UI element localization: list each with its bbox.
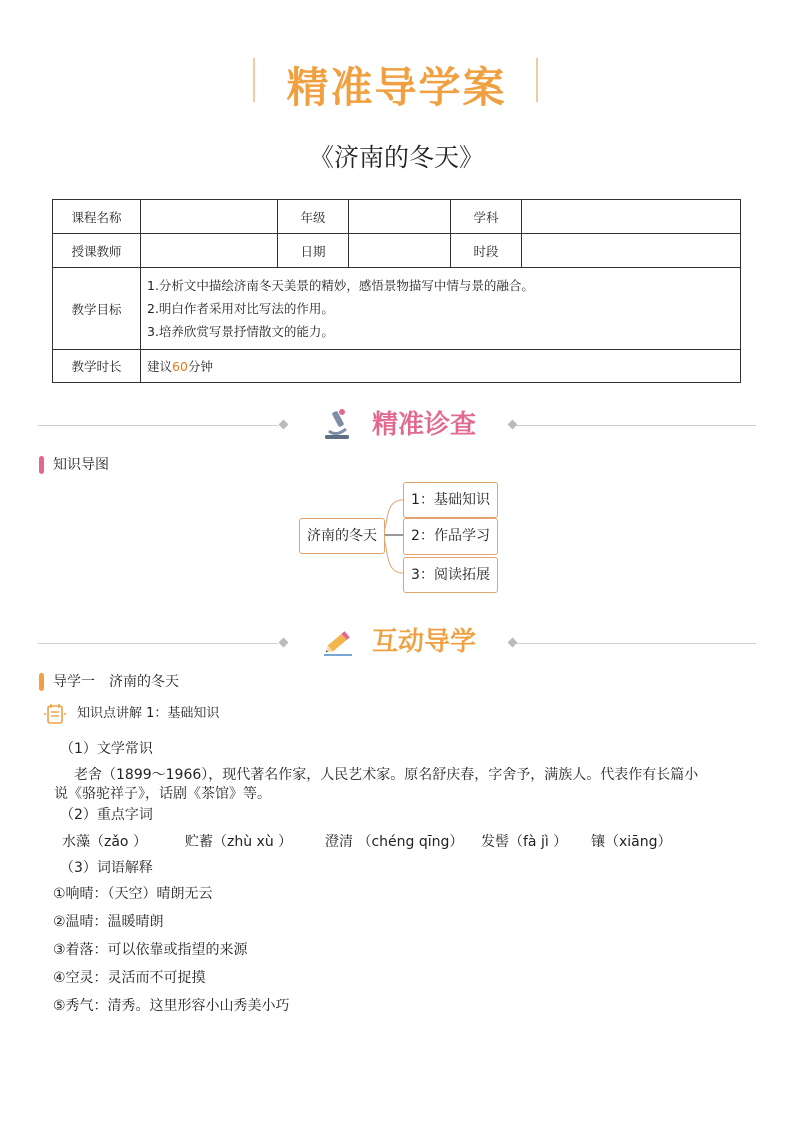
duration-value: 60: [172, 359, 188, 374]
goal-item: 3.培养欣赏写景抒情散文的能力。: [147, 324, 334, 339]
knowledge-point-label: 知识点讲解 1：基础知识: [77, 706, 220, 721]
duration-suffix: 分钟: [187, 359, 213, 374]
goals-label: 教学目标: [53, 268, 141, 350]
date-label: 日期: [278, 234, 349, 268]
vocab-item: ②温晴：温暖晴朗: [53, 914, 164, 930]
vocab-item: ③着落：可以依靠或指望的来源: [53, 942, 248, 958]
main-title: 精准导学案: [286, 63, 507, 112]
section-divider-right: [516, 643, 756, 644]
words-heading: （2）重点字词: [60, 807, 153, 823]
literary-line: 说《骆驼祥子》，话剧《茶馆》等。: [54, 786, 271, 802]
vocab-item: ⑤秀气：清秀。这里形容小山秀美小巧: [53, 998, 290, 1014]
duration-label: 教学时长: [53, 350, 141, 383]
knowledge-map-tag: 知识导图: [53, 457, 109, 473]
goal-item: 1.分析文中描绘济南冬天美景的精妙，感悟景物描写中情与景的融合。: [147, 278, 534, 293]
lesson-title: 《济南的冬天》: [308, 143, 484, 172]
word-item: 澄清 （chéng qīng）: [325, 834, 464, 850]
diamond-icon: [508, 638, 518, 648]
mind-map-branch: 3：阅读拓展: [403, 557, 498, 593]
mind-map-root: 济南的冬天: [299, 518, 385, 554]
notebook-icon: [43, 702, 67, 726]
subject-label: 学科: [451, 200, 522, 234]
teacher-label: 授课教师: [53, 234, 141, 268]
section-divider-left: [38, 643, 278, 644]
period-label: 时段: [451, 234, 522, 268]
word-item: 发髻（fà jì ）: [481, 834, 568, 850]
vocab-heading: （3）词语解释: [60, 860, 153, 876]
tag-bar: [39, 673, 44, 691]
vocab-item: ④空灵：灵活而不可捉摸: [53, 970, 206, 986]
goal-item: 2.明白作者采用对比写法的作用。: [147, 301, 334, 316]
mind-map-branch: 1：基础知识: [403, 482, 498, 518]
duration-prefix: 建议: [147, 359, 173, 374]
guide-one-tag: 导学一 济南的冬天: [53, 674, 179, 690]
pencil-icon: [322, 626, 354, 658]
course-name-label: 课程名称: [53, 200, 141, 234]
word-item: 镶（xiāng）: [591, 834, 672, 850]
word-item: 贮蓄（zhù xù ）: [185, 834, 293, 850]
section-title-interactive: 互动导学: [372, 627, 477, 657]
section-title-diagnose: 精准诊查: [372, 410, 477, 440]
literary-line: 老舍（1899～1966），现代著名作家，人民艺术家。原名舒庆春，字舍予，满族人。代表作有长篇小: [74, 767, 699, 783]
grade-label: 年级: [278, 200, 349, 234]
word-item: 水藻（zǎo ）: [62, 834, 147, 850]
vocab-item: ①响晴：（天空）晴朗无云: [53, 886, 213, 902]
mind-map-branch: 2：作品学习: [403, 518, 498, 555]
diamond-icon: [279, 638, 289, 648]
literary-heading: （1）文学常识: [60, 741, 153, 757]
